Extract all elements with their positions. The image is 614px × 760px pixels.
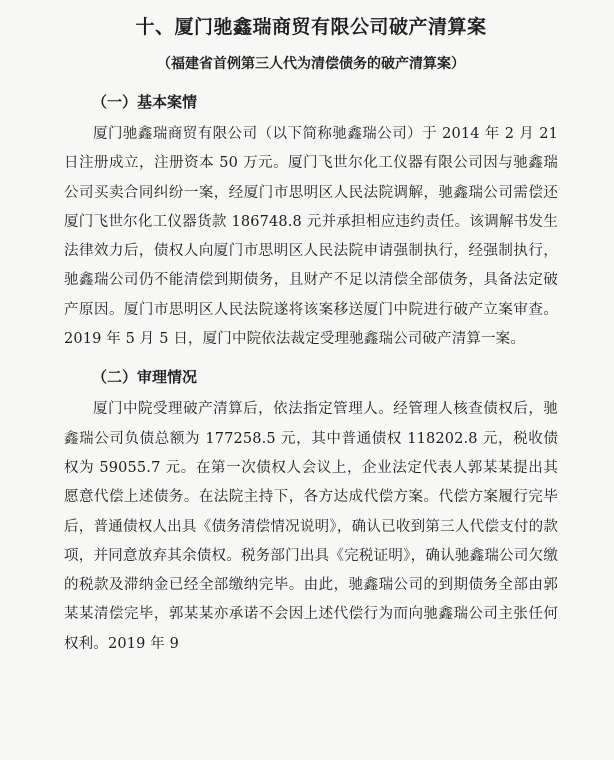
section-heading-trial: （二）审理情况 <box>92 368 198 387</box>
document-subtitle: （福建省首例第三人代为清偿债务的破产清算案） <box>157 56 465 72</box>
section-basic-facts <box>64 91 558 354</box>
section-trial <box>64 366 558 659</box>
section-paragraph-trial: 厦门中院受理破产清算后，依法指定管理人。经管理人核查债权后，驰鑫瑞公司负债总额为 177258.5 元，其中普通债权 118202.8 元，税收债权为 59055.7 元。在第一次债权人会议上，企业法定代表人郭某某提出其愿意代偿上述债务。在法院主持下，各方达成代偿方案。代偿方案履行完毕后，普通债权人出具《债务清偿情况说明》，确认已收到第三人代偿支付的款项，并同意放弃其余债权。税务部门出具《完税证明》，确认驰鑫瑞公司欠缴的税款及滞纳金已经全部缴纳完毕。由此，驰鑫瑞公司的到期债务全部由郭某某清偿完毕，郭某某亦承诺不会因上述代偿行为而向驰鑫瑞公司主张任何权利。2019 年 9 <box>64 401 558 652</box>
section-paragraph-basic-facts: 厦门驰鑫瑞商贸有限公司（以下简称驰鑫瑞公司）于 2014 年 2 月 21 日注册成立，注册资本 50 万元。厦门飞世尔化工仪器有限公司因与驰鑫瑞公司买卖合同纠纷一案，经厦门市思明区人民法院调解，驰鑫瑞公司需偿还厦门飞世尔化工仪器货款 186748.8 元并承担相应违约责任。该调解书发生法律效力后，债权人向厦门市思明区人民法院申请强制执行，经强制执行，驰鑫瑞公司仍不能清偿到期债务，且财产不足以清偿全部债务，具备法定破产原因。厦门市思明区人民法院遂将该案移送厦门中院进行破产立案审查。2019 年 5 月 5 日，厦门中院依法裁定受理驰鑫瑞公司破产清算一案。 <box>64 126 558 348</box>
section-heading-basic-facts: （一）基本案情 <box>92 93 198 111</box>
document-title: 十、厦门驰鑫瑞商贸有限公司破产清算案 <box>135 16 487 38</box>
